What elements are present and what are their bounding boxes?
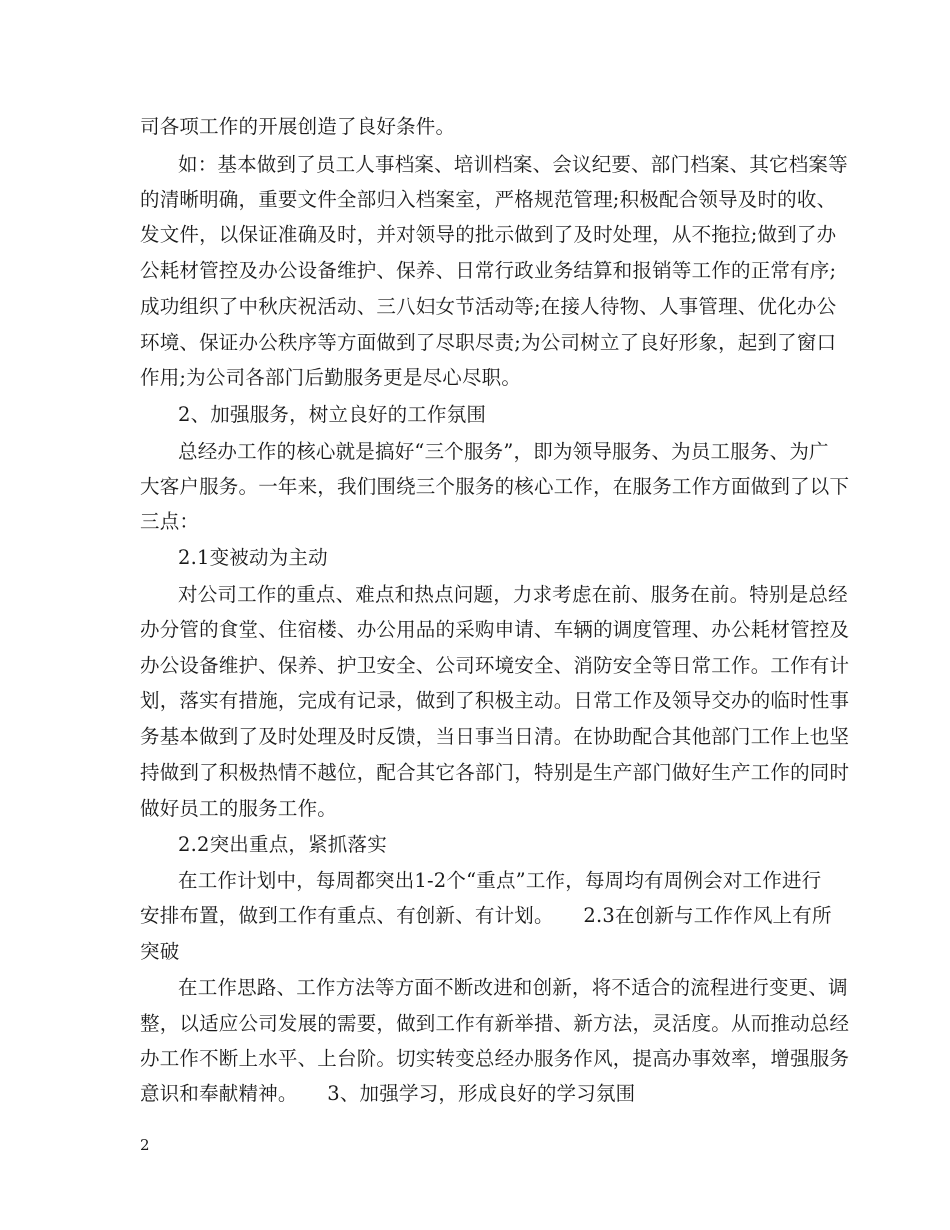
subsection-heading: 2.1变被动为主动 <box>178 546 328 569</box>
text-line: 大客户服务。一年来，我们围绕三个服务的核心工作，在服务工作方面做到了以下 <box>140 475 850 498</box>
text-line: 办分管的食堂、住宿楼、办公用品的采购申请、车辆的调度管理、办公耗材管控及 <box>140 618 850 641</box>
text-line: 的清晰明确，重要文件全部归入档案室，严格规范管理;积极配合领导及时的收、 <box>140 188 837 211</box>
text-line: 在工作计划中，每周都突出1-2个“重点”工作，每周均有周例会对工作进行 <box>178 869 822 892</box>
text-line: 成功组织了中秋庆祝活动、三八妇女节活动等;在接人待物、人事管理、优化办公 <box>140 295 837 318</box>
text-line: 做好员工的服务工作。 <box>140 797 338 820</box>
page-number: 2 <box>140 1136 150 1154</box>
text-line: 公耗材管控及办公设备维护、保养、日常行政业务结算和报销等工作的正常有序; <box>140 259 837 282</box>
text-line: 办工作不断上水平、上台阶。切实转变总经办服务作风，提高办事效率，增强服务 <box>140 1047 850 1070</box>
text-line: 如：基本做到了员工人事档案、培训档案、会议纪要、部门档案、其它档案等 <box>178 153 848 176</box>
text-line: 务基本做到了及时处理及时反馈，当日事当日清。在协助配合其他部门工作上也坚 <box>140 725 850 748</box>
text-line: 作用;为公司各部门后勤服务更是尽心尽职。 <box>140 366 522 389</box>
text-line: 办公设备维护、保养、护卫安全、公司环境安全、消防安全等日常工作。工作有计 <box>140 654 850 677</box>
text-line: 在工作思路、工作方法等方面不断改进和创新，将不适合的流程进行变更、调 <box>178 976 848 999</box>
text-line: 三点： <box>140 510 200 533</box>
text-line: 对公司工作的重点、难点和热点问题，力求考虑在前、服务在前。特别是总经 <box>178 583 848 606</box>
text-line: 划，落实有措施，完成有记录，做到了积极主动。日常工作及领导交办的临时性事 <box>140 689 850 712</box>
text-line: 整，以适应公司发展的需要，做到工作有新举措、新方法，灵活度。从而推动总经 <box>140 1012 850 1035</box>
text-line: 意识和奉献精神。 3、加强学习，形成良好的学习氛围 <box>140 1082 636 1105</box>
text-line: 安排布置，做到工作有重点、有创新、有计划。 2.3在创新与工作作风上有所 <box>140 904 832 927</box>
text-line: 持做到了积极热情不越位，配合其它各部门，特别是生产部门做好生产工作的同时 <box>140 761 850 784</box>
subsection-heading: 2.2突出重点，紧抓落实 <box>178 833 387 856</box>
text-line: 司各项工作的开展创造了良好条件。 <box>140 115 456 138</box>
text-line: 发文件，以保证准确及时，并对领导的批示做到了及时处理，从不拖拉;做到了办 <box>140 223 837 246</box>
text-line: 总经办工作的核心就是搞好“三个服务”，即为领导服务、为员工服务、为广 <box>178 440 829 463</box>
section-heading: 2、加强服务，树立良好的工作氛围 <box>178 403 487 426</box>
text-line: 环境、保证办公秩序等方面做到了尽职尽责;为公司树立了良好形象，起到了窗口 <box>140 331 837 354</box>
text-line: 突破 <box>140 940 180 963</box>
